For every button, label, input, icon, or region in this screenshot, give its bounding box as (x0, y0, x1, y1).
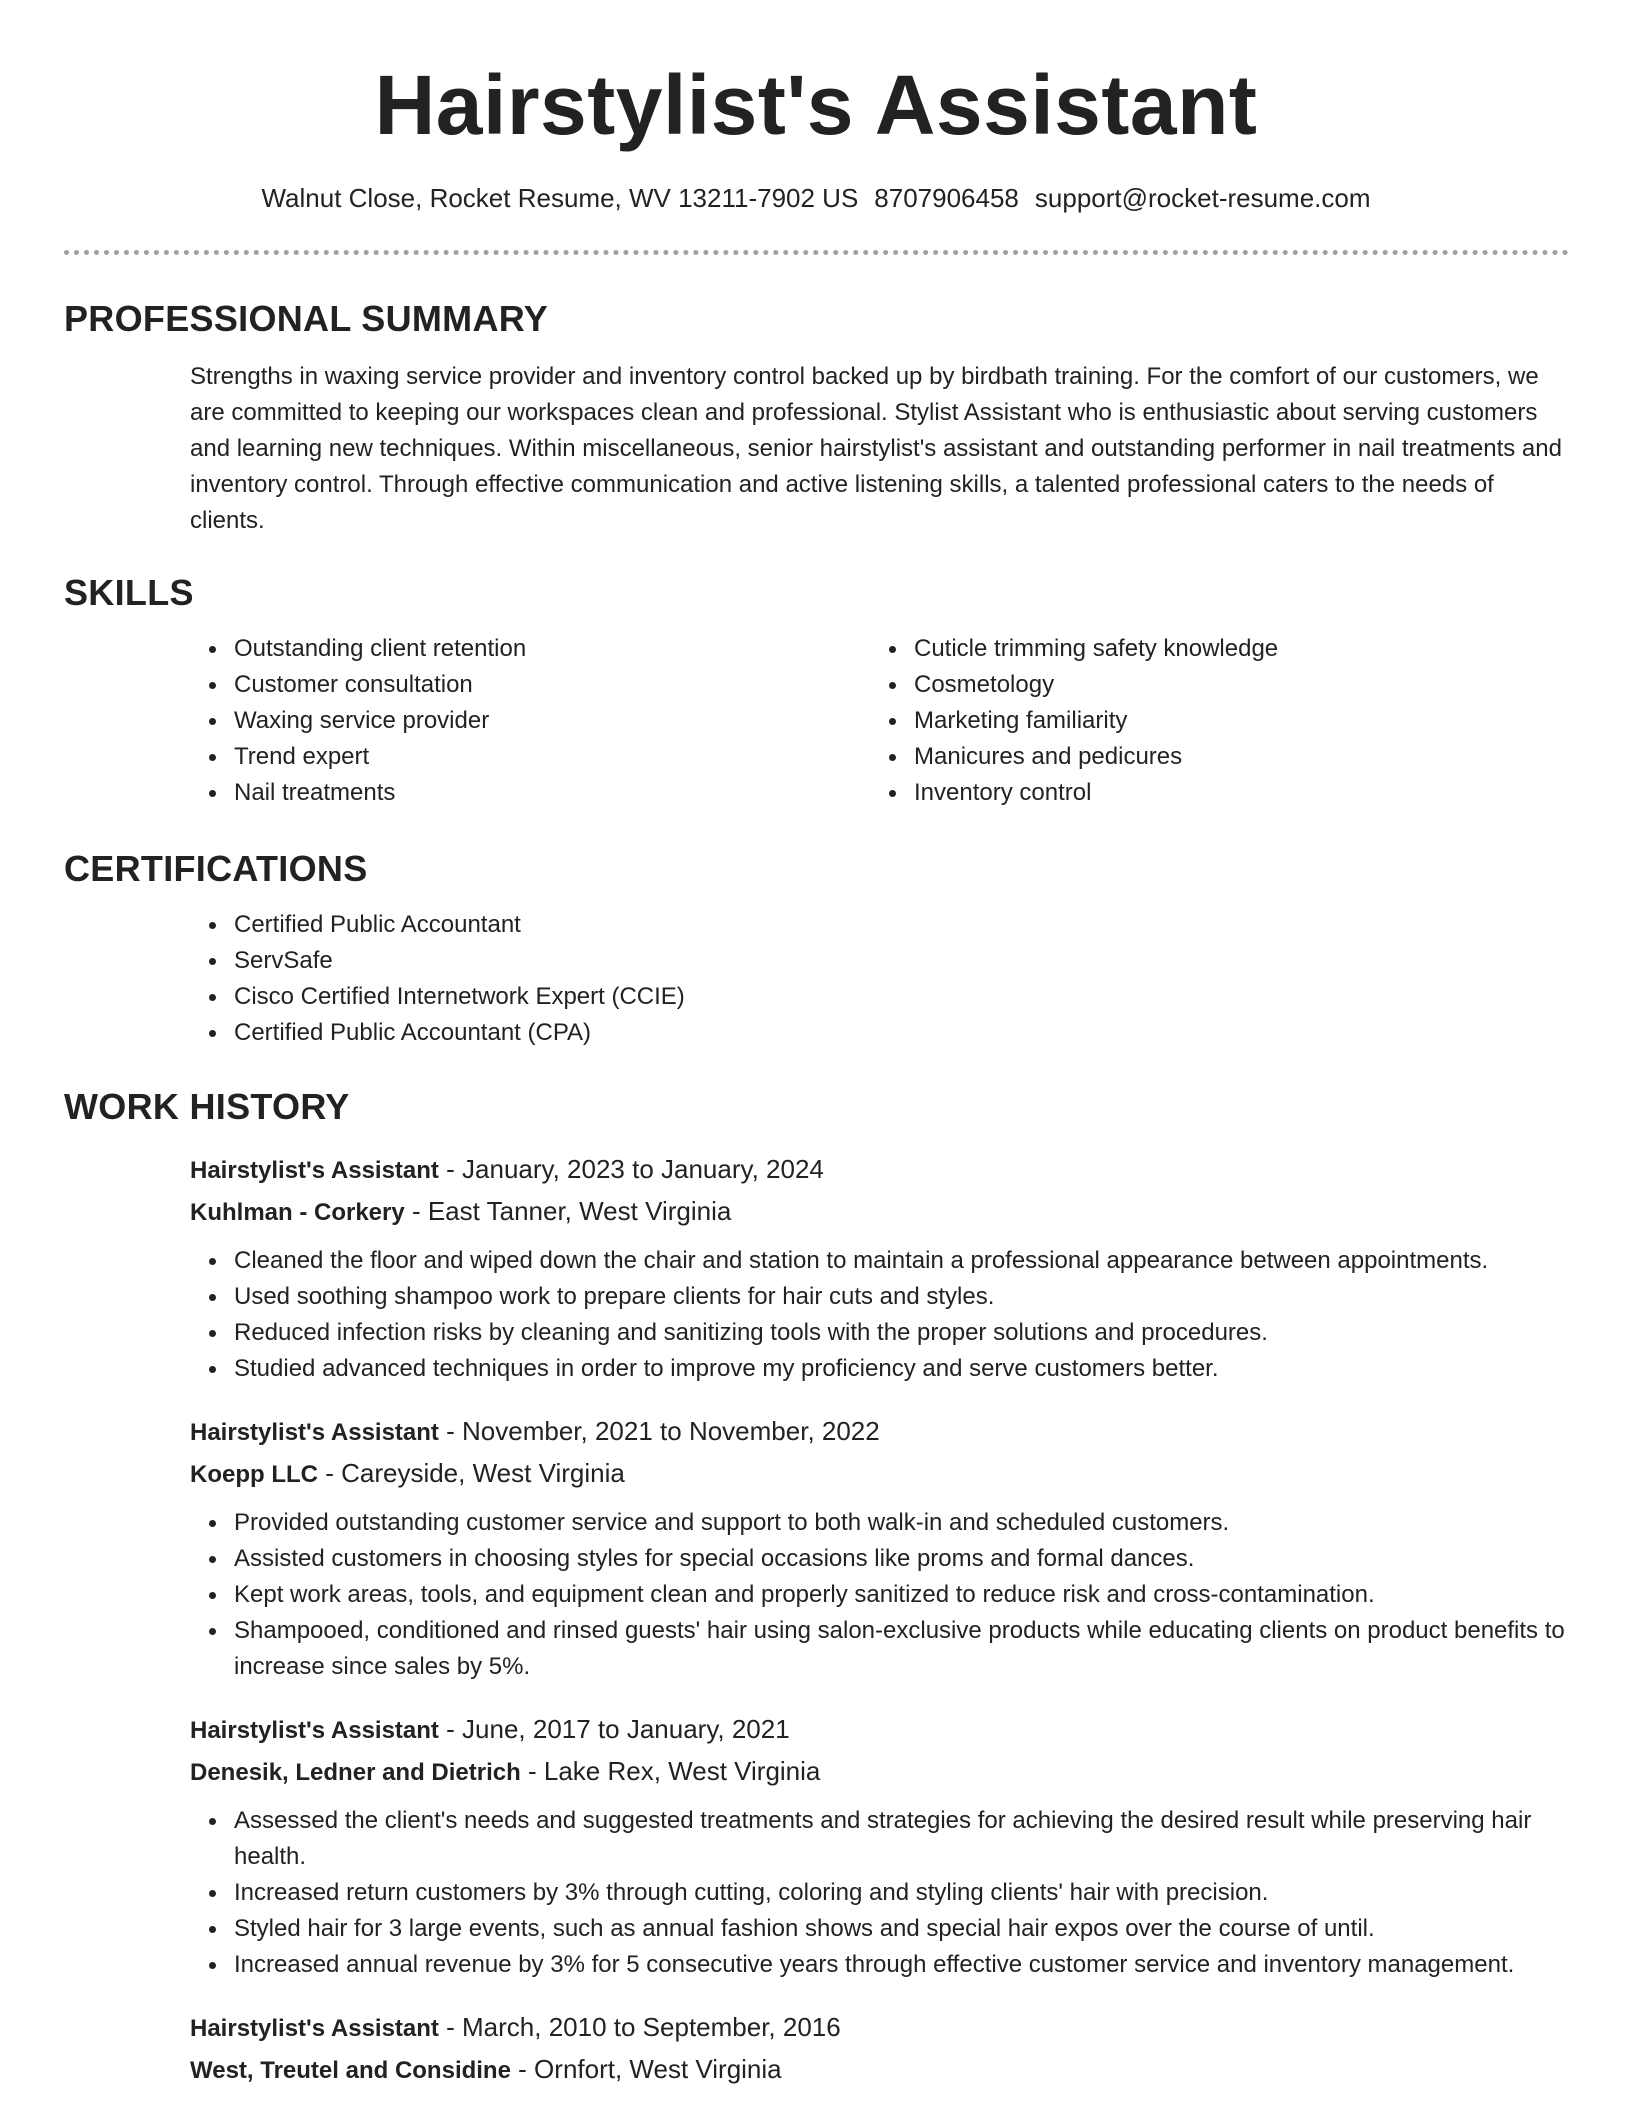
skill-item: Cuticle trimming safety knowledge (914, 631, 1550, 667)
job-location: - Ornfort, West Virginia (510, 2054, 782, 2084)
job-entry (190, 2007, 1569, 2091)
job-bullet: Studied advanced techniques in order to improve my proficiency and serve customers better. (234, 1351, 1569, 1387)
job-entry (190, 1709, 1569, 1983)
job-title: Hairstylist's Assistant (190, 1419, 439, 1446)
job-location: - Lake Rex, West Virginia (520, 1756, 821, 1786)
skill-item: Waxing service provider (234, 703, 870, 739)
job-bullet: Shampooed, conditioned and rinsed guests' hair using salon-exclusive products while educating clients on product benefits to increase since sales by 5%. (234, 1613, 1569, 1685)
skill-item: Nail treatments (234, 775, 870, 811)
job-title: Hairstylist's Assistant (190, 1717, 439, 1744)
certifications-heading: CERTIFICATIONS (64, 848, 368, 889)
job-bullets (190, 1803, 1569, 1983)
skill-item: Cosmetology (914, 667, 1550, 703)
header-divider (64, 250, 1569, 255)
job-bullet: Provided outstanding customer service and support to both walk-in and scheduled customers. (234, 1505, 1569, 1541)
certifications-section (64, 847, 1569, 1051)
job-title: Hairstylist's Assistant (190, 1157, 439, 1184)
job-title-line (190, 2007, 1569, 2049)
job-bullet: Kept work areas, tools, and equipment clean and properly sanitized to reduce risk and cross-contamination. (234, 1577, 1569, 1613)
job-bullet: Cleaned the floor and wiped down the chair and station to maintain a professional appearance between appointments. (234, 1243, 1569, 1279)
contact-address: Walnut Close, Rocket Resume, WV 13211-7902 US (261, 183, 859, 213)
job-company-line (190, 1191, 1569, 1233)
job-dates: - March, 2010 to September, 2016 (438, 2012, 841, 2042)
job-entry (190, 1411, 1569, 1685)
summary-section (64, 297, 1569, 539)
job-title: Hairstylist's Assistant (190, 2015, 439, 2042)
certifications-list (190, 907, 1569, 1051)
job-company: Denesik, Ledner and Dietrich (190, 1759, 521, 1786)
summary-heading: PROFESSIONAL SUMMARY (64, 298, 549, 339)
certification-item: Certified Public Accountant (CPA) (234, 1015, 1569, 1051)
job-bullet: Assessed the client's needs and suggested treatments and strategies for achieving the desired result while preserving hair health. (234, 1803, 1569, 1875)
work-history-heading: WORK HISTORY (64, 1086, 350, 1127)
skill-item: Manicures and pedicures (914, 739, 1550, 775)
job-dates: - November, 2021 to November, 2022 (438, 1416, 880, 1446)
skill-item: Customer consultation (234, 667, 870, 703)
job-bullet: Increased return customers by 3% through cutting, coloring and styling clients' hair with precision. (234, 1875, 1569, 1911)
resume-title: Hairstylist's Assistant (374, 58, 1258, 152)
job-bullets (190, 1505, 1569, 1685)
job-entry (190, 1149, 1569, 1387)
job-bullet: Assisted customers in choosing styles for special occasions like proms and formal dances. (234, 1541, 1569, 1577)
skill-item: Trend expert (234, 739, 870, 775)
skills-list-right (870, 631, 1550, 811)
job-company: Kuhlman - Corkery (190, 1199, 405, 1226)
summary-text: Strengths in waxing service provider and inventory control backed up by birdbath training. For the comfort of our customers, we are committed to keeping our workspaces clean and professional. Stylist Assistant who is enthusiastic about serving customers and learning new techniques. Within miscellaneous, senior hairstylist's assistant and outstanding performer in nail treatments and inventory control. Through effective communication and active listening skills, a talented professional caters to the needs of clients. (190, 363, 1562, 534)
job-bullets (190, 1243, 1569, 1387)
job-company-line (190, 1453, 1569, 1495)
skills-heading: SKILLS (64, 572, 194, 613)
job-location: - East Tanner, West Virginia (404, 1196, 732, 1226)
job-company: West, Treutel and Considine (190, 2057, 511, 2084)
job-company: Koepp LLC (190, 1461, 318, 1488)
job-title-line (190, 1149, 1569, 1191)
certification-item: Cisco Certified Internetwork Expert (CCIE) (234, 979, 1569, 1015)
contact-email[interactable]: support@rocket-resume.com (1034, 183, 1371, 213)
job-company-line (190, 2049, 1569, 2091)
job-dates: - June, 2017 to January, 2021 (438, 1714, 790, 1744)
certification-item: ServSafe (234, 943, 1569, 979)
job-bullet: Used soothing shampoo work to prepare clients for hair cuts and styles. (234, 1279, 1569, 1315)
skill-item: Inventory control (914, 775, 1550, 811)
skills-list-left (190, 631, 870, 811)
work-history-section (64, 1085, 1569, 2115)
job-title-line (190, 1709, 1569, 1751)
job-bullet: Styled hair for 3 large events, such as annual fashion shows and special hair expos over the course of until. (234, 1911, 1569, 1947)
certification-item: Certified Public Accountant (234, 907, 1569, 943)
job-dates: - January, 2023 to January, 2024 (438, 1154, 824, 1184)
job-company-line (190, 1751, 1569, 1793)
contact-phone: 8707906458 (874, 183, 1019, 213)
skills-section (64, 571, 1569, 811)
job-location: - Careyside, West Virginia (317, 1458, 625, 1488)
skill-item: Marketing familiarity (914, 703, 1550, 739)
job-bullet: Increased annual revenue by 3% for 5 consecutive years through effective customer service and inventory management. (234, 1947, 1569, 1983)
job-bullet: Reduced infection risks by cleaning and sanitizing tools with the proper solutions and procedures. (234, 1315, 1569, 1351)
contact-line (0, 180, 1632, 216)
job-title-line (190, 1411, 1569, 1453)
skill-item: Outstanding client retention (234, 631, 870, 667)
